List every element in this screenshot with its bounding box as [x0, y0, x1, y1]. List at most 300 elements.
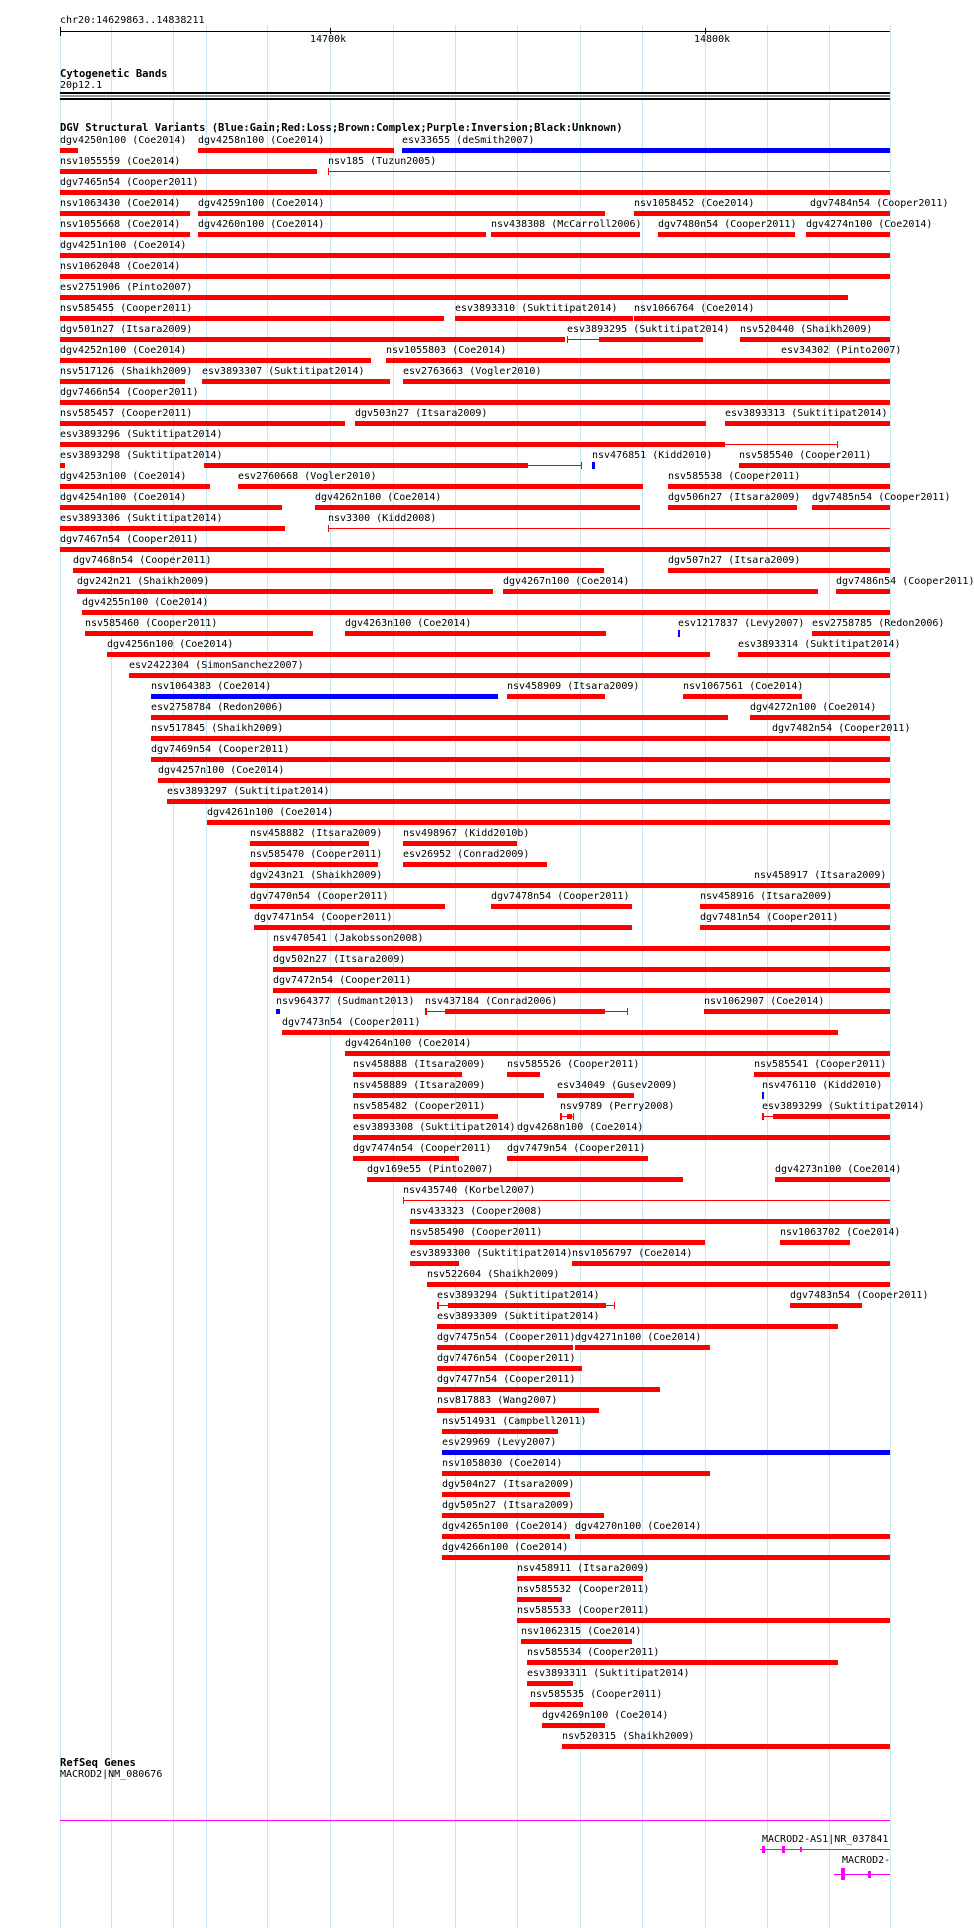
variant-label: dgv4257n100 (Coe2014) [158, 765, 285, 776]
variant-bar [668, 568, 890, 573]
variant-label: dgv4273n100 (Coe2014) [775, 1164, 902, 1175]
variant-label: dgv243n21 (Shaikh2009) [250, 870, 383, 881]
variant-label: nsv1055668 (Coe2014) [60, 219, 181, 230]
variant-bar [410, 1261, 459, 1266]
gene-label: MACROD2|NM_080676 [60, 1769, 163, 1780]
variant-label: nsv585457 (Cooper2011) [60, 408, 193, 419]
variant-label: nsv520440 (Shaikh2009) [740, 324, 873, 335]
variant-bar [60, 274, 890, 279]
variant-bar [276, 1009, 280, 1014]
variant-label: dgv7471n54 (Cooper2011) [254, 912, 393, 923]
variant-span-line [764, 1116, 773, 1117]
variant-label: nsv585470 (Cooper2011) [250, 849, 383, 860]
variant-bar [739, 463, 890, 468]
variant-bar [700, 904, 890, 909]
variant-label: dgv4250n100 (Coe2014) [60, 135, 187, 146]
variant-span-line [328, 171, 890, 172]
grid-line [767, 25, 768, 1928]
ruler-tick-label: 14700k [310, 34, 347, 45]
variant-bar [683, 694, 802, 699]
variant-label: nsv1058030 (Coe2014) [442, 1458, 563, 1469]
variant-bar [355, 421, 706, 426]
variant-bar [425, 1008, 427, 1015]
variant-label: nsv458888 (Itsara2009) [353, 1059, 486, 1070]
variant-bar [198, 232, 486, 237]
variant-bar [85, 631, 313, 636]
variant-bar [658, 232, 795, 237]
variant-label: nsv520315 (Shaikh2009) [562, 1731, 695, 1742]
variant-bar [60, 484, 210, 489]
variant-label: nsv1064383 (Coe2014) [151, 681, 272, 692]
grid-line [206, 25, 207, 1928]
variant-bar [198, 211, 605, 216]
variant-bar [614, 1302, 615, 1309]
variant-label: dgv4253n100 (Coe2014) [60, 471, 187, 482]
variant-bar [738, 652, 890, 657]
variant-bar [238, 484, 643, 489]
variant-bar [668, 484, 890, 489]
gene-label: MACROD2- [842, 1855, 891, 1866]
variant-bar [634, 316, 890, 321]
variant-bar [437, 1324, 838, 1329]
variant-label: nsv1062315 (Coe2014) [521, 1626, 642, 1637]
variant-bar [762, 1092, 764, 1099]
variant-span-line [568, 339, 599, 340]
cytoband-track-title: Cytogenetic Bands [60, 68, 168, 80]
variant-label: nsv1063430 (Coe2014) [60, 198, 181, 209]
variant-label: nsv585490 (Cooper2011) [410, 1227, 543, 1238]
variant-label: nsv438308 (McCarroll2006) [491, 219, 642, 230]
variant-label: dgv4266n100 (Coe2014) [442, 1542, 569, 1553]
variant-label: dgv7484n54 (Cooper2011) [810, 198, 949, 209]
variant-bar [60, 526, 285, 531]
variant-label: nsv3300 (Kidd2008) [328, 513, 437, 524]
variant-bar [345, 1051, 890, 1056]
variant-label: dgv4260n100 (Coe2014) [198, 219, 325, 230]
dgv-track-title: DGV Structural Variants (Blue:Gain;Red:Loss;Brown:Complex;Purple:Inversion;Black:Unknown) [60, 122, 623, 134]
variant-label: esv3893310 (Suktitipat2014) [455, 303, 618, 314]
variant-label: nsv585532 (Cooper2011) [517, 1584, 650, 1595]
variant-bar [273, 946, 890, 951]
variant-bar [403, 379, 890, 384]
variant-label: dgv7473n54 (Cooper2011) [282, 1017, 421, 1028]
variant-label: esv3893300 (Suktitipat2014) [410, 1248, 573, 1259]
variant-bar [562, 1744, 890, 1749]
variant-bar [599, 337, 703, 342]
variant-label: esv2758785 (Redon2006) [812, 618, 945, 629]
variant-label: esv2758784 (Redon2006) [151, 702, 284, 713]
variant-bar [60, 253, 890, 258]
variant-bar [403, 862, 547, 867]
variant-bar [668, 505, 797, 510]
variant-label: esv26952 (Conrad2009) [403, 849, 530, 860]
variant-bar [491, 904, 632, 909]
grid-line [267, 25, 268, 1928]
variant-bar [507, 1156, 648, 1161]
variant-label: nsv458882 (Itsara2009) [250, 828, 383, 839]
variant-span-line [725, 444, 838, 445]
variant-bar [60, 148, 78, 153]
variant-bar [762, 1113, 764, 1120]
variant-label: nsv585482 (Cooper2011) [353, 1101, 486, 1112]
variant-label: nsv1055803 (Coe2014) [386, 345, 507, 356]
variant-bar [410, 1219, 890, 1224]
variant-bar [60, 442, 725, 447]
variant-bar [410, 1240, 705, 1245]
variant-label: nsv1066764 (Coe2014) [634, 303, 755, 314]
variant-bar [167, 799, 890, 804]
variant-bar [202, 379, 390, 384]
variant-bar [836, 589, 890, 594]
variant-bar [442, 1492, 570, 1497]
variant-label: esv3893294 (Suktitipat2014) [437, 1290, 600, 1301]
variant-bar [442, 1429, 558, 1434]
variant-bar [442, 1555, 890, 1560]
variant-label: dgv7482n54 (Cooper2011) [772, 723, 911, 734]
variant-bar [527, 1660, 838, 1665]
variant-label: dgv7486n54 (Cooper2011) [836, 576, 974, 587]
variant-bar [345, 631, 606, 636]
variant-label: nsv585535 (Cooper2011) [530, 1689, 663, 1700]
cytoband-border-top [60, 92, 890, 94]
variant-label: dgv4256n100 (Coe2014) [107, 639, 234, 650]
ruler-tick [330, 28, 331, 34]
variant-bar [158, 778, 890, 783]
variant-label: dgv4252n100 (Coe2014) [60, 345, 187, 356]
variant-label: nsv585541 (Cooper2011) [754, 1059, 887, 1070]
variant-label: dgv507n27 (Itsara2009) [668, 555, 801, 566]
gene-macrod2[interactable] [60, 1820, 890, 1821]
variant-bar [448, 1303, 606, 1308]
variant-bar [627, 1008, 628, 1015]
variant-label: nsv817883 (Wang2007) [437, 1395, 558, 1406]
variant-label: dgv4267n100 (Coe2014) [503, 576, 630, 587]
variant-label: dgv4270n100 (Coe2014) [575, 1521, 702, 1532]
variant-bar [517, 1618, 890, 1623]
variant-label: dgv7481n54 (Cooper2011) [700, 912, 839, 923]
variant-label: dgv4268n100 (Coe2014) [517, 1122, 644, 1133]
variant-label: nsv458909 (Itsara2009) [507, 681, 640, 692]
variant-label: nsv458889 (Itsara2009) [353, 1080, 486, 1091]
variant-bar [273, 967, 890, 972]
variant-bar [530, 1702, 583, 1707]
ruler-axis [60, 31, 890, 32]
variant-span-line [328, 528, 890, 529]
variant-label: dgv7476n54 (Cooper2011) [437, 1353, 576, 1364]
variant-bar [60, 421, 345, 426]
variant-bar [773, 1114, 890, 1119]
gene-exon [800, 1847, 802, 1852]
variant-bar [282, 1030, 838, 1035]
gene-exon [841, 1868, 845, 1880]
variant-label: dgv7477n54 (Cooper2011) [437, 1374, 576, 1385]
variant-bar [812, 505, 890, 510]
variant-bar [250, 904, 445, 909]
variant-bar [437, 1408, 599, 1413]
variant-bar [781, 358, 890, 363]
variant-bar [82, 610, 890, 615]
variant-label: nsv433323 (Cooper2008) [410, 1206, 543, 1217]
variant-bar [437, 1366, 582, 1371]
variant-bar [442, 1513, 604, 1518]
variant-label: nsv458916 (Itsara2009) [700, 891, 833, 902]
variant-bar [567, 1114, 572, 1119]
variant-label: esv2760668 (Vogler2010) [238, 471, 377, 482]
variant-label: nsv185 (Tuzun2005) [328, 156, 437, 167]
refseq-track-title: RefSeq Genes [60, 1757, 136, 1769]
variant-bar [812, 631, 890, 636]
variant-bar [250, 883, 755, 888]
variant-label: dgv4274n100 (Coe2014) [806, 219, 933, 230]
variant-bar [521, 1639, 632, 1644]
variant-bar [581, 462, 582, 469]
variant-bar [704, 1009, 890, 1014]
variant-bar [507, 694, 605, 699]
variant-bar [517, 1135, 890, 1140]
variant-label: esv3893307 (Suktitipat2014) [202, 366, 365, 377]
variant-label: nsv458917 (Itsara2009) [754, 870, 887, 881]
variant-bar [129, 673, 890, 678]
variant-bar [60, 463, 65, 468]
variant-label: nsv476851 (Kidd2010) [592, 450, 713, 461]
variant-bar [77, 589, 493, 594]
variant-label: esv2422304 (SimonSanchez2007) [129, 660, 304, 671]
variant-span-cap [403, 1197, 404, 1204]
variant-bar [634, 211, 815, 216]
variant-label: dgv7466n54 (Cooper2011) [60, 387, 199, 398]
variant-bar [567, 336, 568, 343]
variant-label: nsv9789 (Perry2008) [560, 1101, 675, 1112]
variant-label: dgv4262n100 (Coe2014) [315, 492, 442, 503]
variant-bar [517, 1576, 643, 1581]
variant-bar [353, 1072, 462, 1077]
variant-label: dgv7480n54 (Cooper2011) [658, 219, 797, 230]
variant-bar [740, 337, 890, 342]
variant-label: esv29969 (Levy2007) [442, 1437, 557, 1448]
gene-exon [762, 1846, 765, 1853]
variant-label: dgv7470n54 (Cooper2011) [250, 891, 389, 902]
variant-span-line [403, 1200, 890, 1201]
variant-bar [60, 232, 190, 237]
variant-label: dgv4255n100 (Coe2014) [82, 597, 209, 608]
variant-label: esv3893313 (Suktitipat2014) [725, 408, 888, 419]
variant-label: nsv585460 (Cooper2011) [85, 618, 218, 629]
variant-label: nsv1056797 (Coe2014) [572, 1248, 693, 1259]
variant-bar [503, 589, 818, 594]
grid-line [829, 25, 830, 1928]
variant-bar [542, 1723, 605, 1728]
variant-bar [810, 211, 890, 216]
variant-label: esv3893311 (Suktitipat2014) [527, 1668, 690, 1679]
variant-label: dgv4254n100 (Coe2014) [60, 492, 187, 503]
variant-bar [806, 232, 890, 237]
variant-bar [442, 1471, 710, 1476]
ruler-start-tick [60, 27, 61, 36]
variant-label: nsv1058452 (Coe2014) [634, 198, 755, 209]
variant-label: dgv7467n54 (Cooper2011) [60, 534, 199, 545]
variant-label: esv3893314 (Suktitipat2014) [738, 639, 901, 650]
variant-bar [455, 316, 633, 321]
variant-label: esv2751906 (Pinto2007) [60, 282, 193, 293]
variant-label: nsv964377 (Sudmant2013) [276, 996, 415, 1007]
variant-label: dgv7468n54 (Cooper2011) [73, 555, 212, 566]
variant-span-cap [328, 525, 329, 532]
variant-label: nsv437184 (Conrad2006) [425, 996, 558, 1007]
variant-label: dgv4269n100 (Coe2014) [542, 1710, 669, 1721]
variant-bar [517, 1597, 562, 1602]
variant-label: dgv4264n100 (Coe2014) [345, 1038, 472, 1049]
variant-label: esv3893297 (Suktitipat2014) [167, 786, 330, 797]
variant-label: nsv476110 (Kidd2010) [762, 1080, 883, 1091]
variant-label: esv3893298 (Suktitipat2014) [60, 450, 223, 461]
variant-label: nsv458911 (Itsara2009) [517, 1563, 650, 1574]
variant-bar [403, 841, 517, 846]
variant-label: esv3893308 (Suktitipat2014) [353, 1122, 516, 1133]
variant-bar [437, 1345, 573, 1350]
variant-label: nsv517126 (Shaikh2009) [60, 366, 193, 377]
variant-bar [754, 883, 890, 888]
variant-label: nsv585534 (Cooper2011) [527, 1647, 660, 1658]
variant-bar [73, 568, 604, 573]
variant-label: dgv169e55 (Pinto2007) [367, 1164, 494, 1175]
variant-label: dgv4251n100 (Coe2014) [60, 240, 187, 251]
variant-label: nsv585538 (Cooper2011) [668, 471, 801, 482]
gene-intron-line [760, 1849, 890, 1850]
variant-bar [60, 358, 371, 363]
variant-bar [60, 505, 282, 510]
variant-label: dgv7475n54 (Cooper2011) [437, 1332, 576, 1343]
variant-bar [315, 505, 640, 510]
variant-label: nsv585526 (Cooper2011) [507, 1059, 640, 1070]
variant-bar [151, 715, 728, 720]
coordinate-range: chr20:14629863..14838211 [60, 15, 205, 26]
variant-label: dgv505n27 (Itsara2009) [442, 1500, 575, 1511]
ruler-tick-label: 14800k [694, 34, 731, 45]
variant-bar [527, 1681, 573, 1686]
variant-label: esv3893295 (Suktitipat2014) [567, 324, 730, 335]
variant-label: esv1217837 (Levy2007) [678, 618, 805, 629]
variant-label: dgv7472n54 (Cooper2011) [273, 975, 412, 986]
variant-bar [750, 715, 890, 720]
variant-label: nsv585533 (Cooper2011) [517, 1605, 650, 1616]
gene-exon [868, 1871, 871, 1878]
variant-bar [592, 462, 595, 469]
variant-bar [678, 630, 680, 637]
variant-label: nsv498967 (Kidd2010b) [403, 828, 530, 839]
variant-bar [60, 337, 565, 342]
variant-label: dgv7469n54 (Cooper2011) [151, 744, 290, 755]
variant-label: esv2763663 (Vogler2010) [403, 366, 542, 377]
variant-bar [207, 820, 890, 825]
variant-bar [725, 421, 890, 426]
variant-label: dgv7465n54 (Cooper2011) [60, 177, 199, 188]
variant-label: dgv504n27 (Itsara2009) [442, 1479, 575, 1490]
variant-bar [573, 1113, 574, 1120]
variant-label: nsv1067561 (Coe2014) [683, 681, 804, 692]
variant-label: esv34049 (Gusev2009) [557, 1080, 678, 1091]
variant-label: nsv522604 (Shaikh2009) [427, 1269, 560, 1280]
variant-label: dgv4263n100 (Coe2014) [345, 618, 472, 629]
variant-label: nsv1062048 (Coe2014) [60, 261, 181, 272]
variant-bar [442, 1450, 890, 1455]
variant-bar [437, 1387, 660, 1392]
gene-exon [782, 1846, 785, 1853]
variant-span-line [528, 465, 582, 466]
variant-label: dgv4259n100 (Coe2014) [198, 198, 325, 209]
variant-bar [560, 1113, 562, 1120]
variant-bar [353, 1114, 498, 1119]
variant-bar [151, 757, 890, 762]
variant-label: dgv7474n54 (Cooper2011) [353, 1143, 492, 1154]
variant-label: dgv4271n100 (Coe2014) [575, 1332, 702, 1343]
cytoband-label: 20p12.1 [60, 80, 103, 91]
variant-bar [442, 1534, 570, 1539]
cytoband-border-bottom [60, 98, 890, 100]
variant-label: nsv470541 (Jakobsson2008) [273, 933, 424, 944]
variant-bar [60, 379, 185, 384]
variant-bar [151, 694, 498, 699]
variant-label: dgv7483n54 (Cooper2011) [790, 1290, 929, 1301]
variant-bar [107, 652, 710, 657]
variant-bar [198, 148, 394, 153]
variant-label: dgv4261n100 (Coe2014) [207, 807, 334, 818]
variant-bar [572, 1261, 890, 1266]
variant-bar [437, 1302, 439, 1309]
grid-line [890, 25, 891, 1928]
variant-bar [780, 1240, 850, 1245]
variant-bar [772, 736, 890, 741]
variant-label: dgv4258n100 (Coe2014) [198, 135, 325, 146]
variant-label: dgv7479n54 (Cooper2011) [507, 1143, 646, 1154]
variant-span-cap [328, 168, 329, 175]
variant-bar [60, 400, 890, 405]
variant-label: nsv517845 (Shaikh2009) [151, 723, 284, 734]
variant-label: nsv435740 (Korbel2007) [403, 1185, 536, 1196]
variant-bar [250, 862, 378, 867]
variant-bar [60, 547, 890, 552]
variant-bar [60, 295, 848, 300]
variant-bar [575, 1345, 710, 1350]
variant-bar [402, 148, 890, 153]
variant-label: nsv585540 (Cooper2011) [739, 450, 872, 461]
variant-label: dgv503n27 (Itsara2009) [355, 408, 488, 419]
variant-label: nsv585455 (Cooper2011) [60, 303, 193, 314]
variant-bar [60, 316, 444, 321]
variant-label: esv3893296 (Suktitipat2014) [60, 429, 223, 440]
variant-bar [575, 1534, 890, 1539]
variant-bar [367, 1177, 683, 1182]
variant-label: dgv501n27 (Itsara2009) [60, 324, 193, 335]
ruler-tick [705, 28, 706, 34]
variant-label: esv34302 (Pinto2007) [781, 345, 902, 356]
variant-bar [507, 1072, 540, 1077]
variant-label: nsv1062907 (Coe2014) [704, 996, 825, 1007]
variant-label: nsv514931 (Campbell2011) [442, 1416, 587, 1427]
variant-label: dgv7478n54 (Cooper2011) [491, 891, 630, 902]
variant-bar [204, 463, 528, 468]
variant-bar [60, 211, 190, 216]
variant-label: nsv1063702 (Coe2014) [780, 1227, 901, 1238]
variant-bar [353, 1156, 459, 1161]
variant-label: dgv242n21 (Shaikh2009) [77, 576, 210, 587]
variant-label: esv3893299 (Suktitipat2014) [762, 1101, 925, 1112]
variant-label: dgv7485n54 (Cooper2011) [812, 492, 951, 503]
variant-bar [60, 169, 317, 174]
variant-label: esv3893306 (Suktitipat2014) [60, 513, 223, 524]
gene-label: MACROD2-AS1|NR_037841 [762, 1834, 889, 1845]
variant-label: dgv4265n100 (Coe2014) [442, 1521, 569, 1532]
variant-label: dgv502n27 (Itsara2009) [273, 954, 406, 965]
